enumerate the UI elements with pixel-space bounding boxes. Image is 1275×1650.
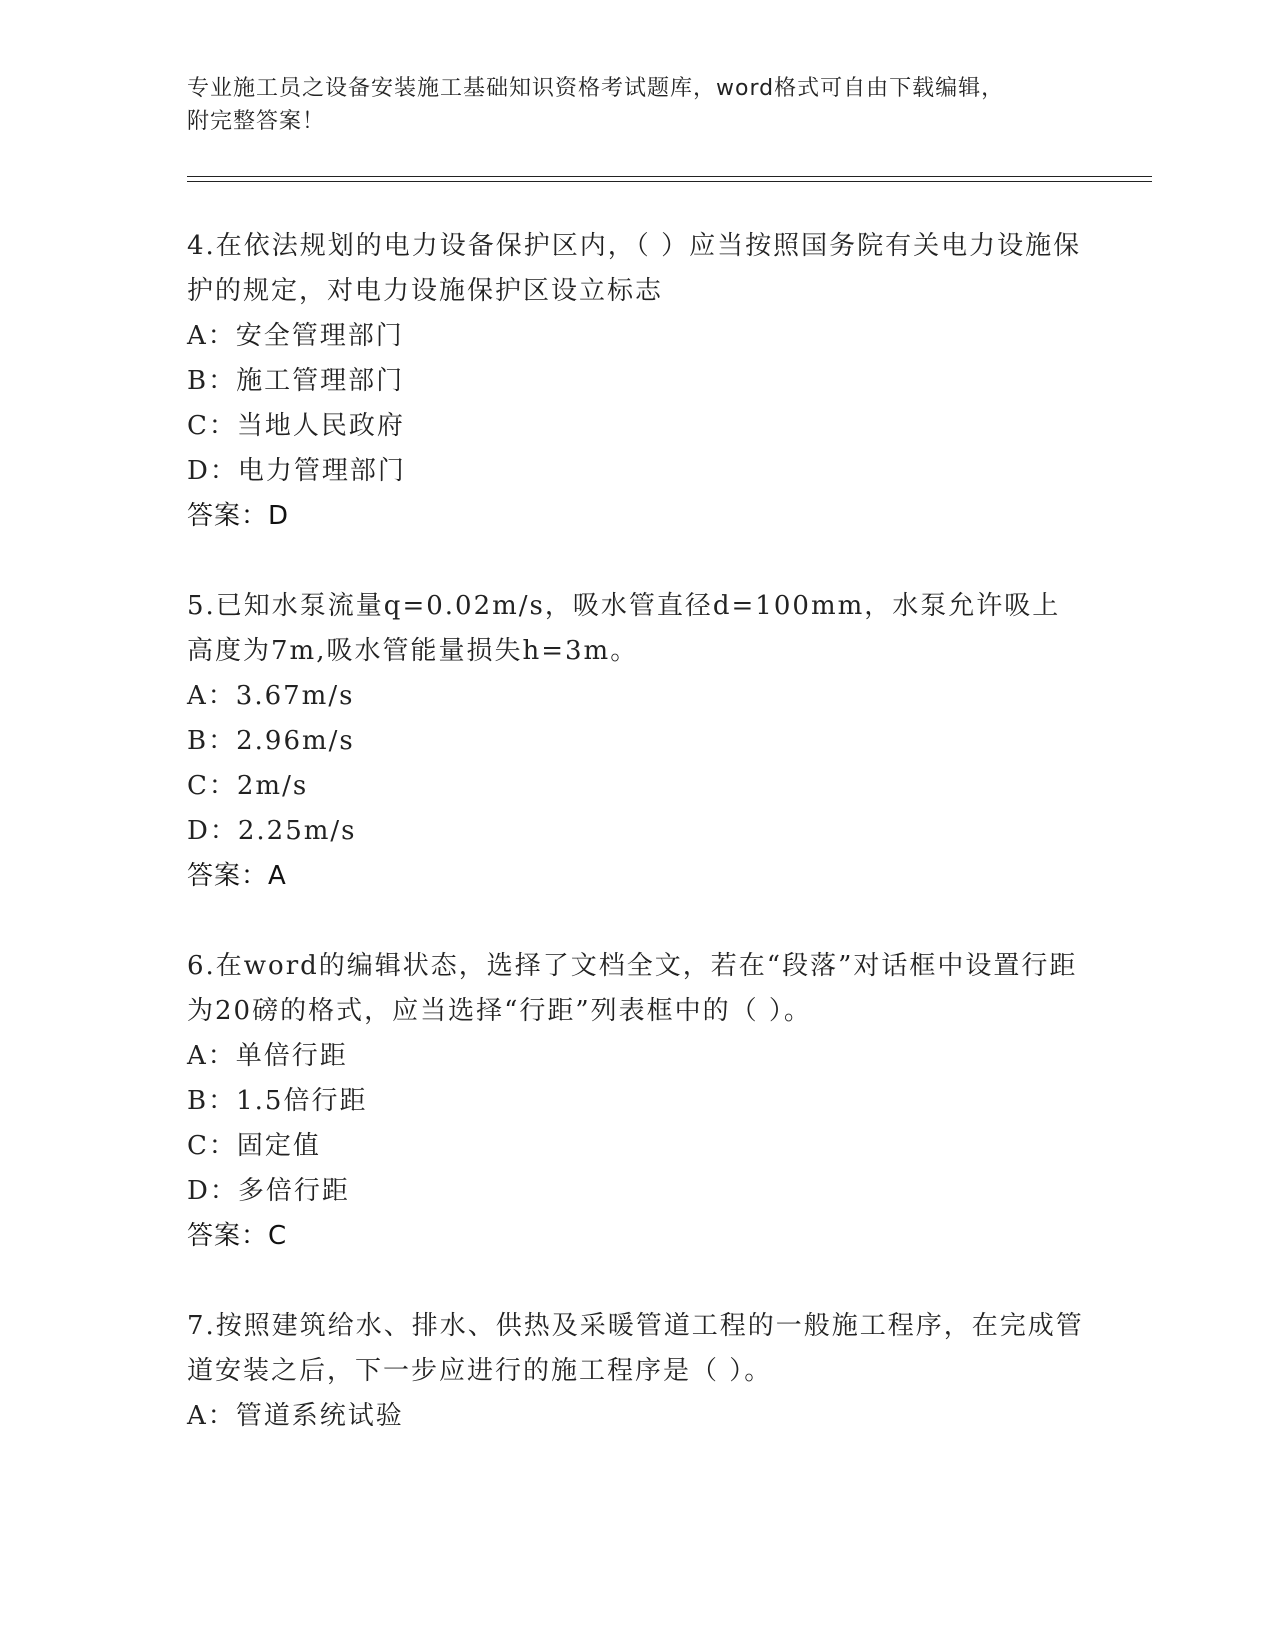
option-d: D：2.25m/s bbox=[187, 816, 357, 846]
option-b: B：施工管理部门 bbox=[187, 366, 405, 396]
question-7 bbox=[187, 1304, 1087, 1439]
question-6 bbox=[187, 944, 1087, 1259]
question-4 bbox=[187, 224, 1087, 539]
option-c: C：固定值 bbox=[187, 1131, 321, 1161]
question-stem: 4.在依法规划的电力设备保护区内，（ ）应当按照国务院有关电力设施保护的规定，对电力设施保护区设立标志 bbox=[187, 231, 1082, 306]
answer-label: 答案：C bbox=[187, 1221, 288, 1251]
option-b: B：1.5倍行距 bbox=[187, 1086, 368, 1116]
question-stem: 5.已知水泵流量q=0.02m/s，吸水管直径d=100mm，水泵允许吸上高度为7m,吸水管能量损失h=3m。 bbox=[187, 591, 1061, 666]
option-a: A：单倍行距 bbox=[187, 1041, 348, 1071]
question-stem: 6.在word的编辑状态，选择了文档全文，若在“段落”对话框中设置行距为20磅的格式，应当选择“行距”列表框中的（ ）。 bbox=[187, 951, 1078, 1026]
option-d: D：电力管理部门 bbox=[187, 456, 406, 486]
header-divider-bottom bbox=[187, 181, 1152, 182]
option-a: A：管道系统试验 bbox=[187, 1401, 404, 1431]
option-a: A：3.67m/s bbox=[187, 681, 355, 711]
option-d: D：多倍行距 bbox=[187, 1176, 350, 1206]
option-c: C：2m/s bbox=[187, 771, 309, 801]
header-line-1: 专业施工员之设备安装施工基础知识资格考试题库，word格式可自由下载编辑， bbox=[187, 76, 1005, 101]
header-line-2: 附完整答案！ bbox=[187, 109, 326, 134]
question-stem: 7.按照建筑给水、排水、供热及采暖管道工程的一般施工程序，在完成管道安装之后，下一步应进行的施工程序是（ ）。 bbox=[187, 1311, 1084, 1386]
question-5 bbox=[187, 584, 1087, 899]
document-header bbox=[187, 72, 1087, 138]
option-b: B：2.96m/s bbox=[187, 726, 355, 756]
option-c: C：当地人民政府 bbox=[187, 411, 405, 441]
answer-label: 答案：A bbox=[187, 861, 287, 891]
answer-label: 答案：D bbox=[187, 501, 290, 531]
header-divider-top bbox=[187, 176, 1152, 177]
option-a: A：安全管理部门 bbox=[187, 321, 404, 351]
